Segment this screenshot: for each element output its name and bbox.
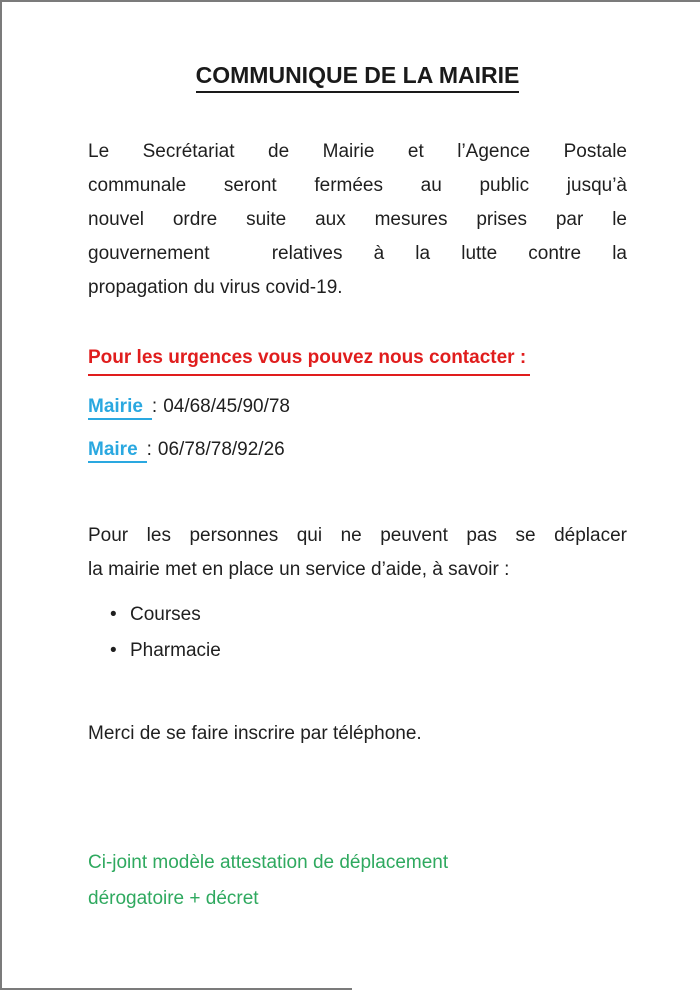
help-service-line: Pour les personnes qui ne peuvent pas se déplacer (88, 525, 627, 546)
register-note: Merci de se faire inscrire par téléphone. (88, 723, 422, 744)
intro-line: gouvernement relatives à la lutte contre la (88, 243, 627, 264)
contact-separator: : (151, 396, 158, 417)
contact-label-mairie: Mairie (88, 396, 152, 420)
contact-row-mairie (88, 390, 627, 424)
attachment-note (88, 845, 627, 917)
list-item-label: Pharmacie (130, 640, 221, 661)
help-service-list (88, 597, 627, 669)
contact-list (88, 390, 627, 467)
contact-row-maire (88, 433, 627, 467)
list-item-courses (88, 597, 627, 633)
scan-edge-top (0, 0, 700, 2)
intro-line: communale seront fermées au public jusqu’à (88, 175, 627, 196)
scan-edge-left (0, 0, 2, 990)
contact-separator: : (146, 439, 152, 460)
intro-paragraph (88, 135, 627, 305)
list-item-pharmacie (88, 633, 627, 669)
bullet-icon: • (110, 604, 117, 625)
intro-line: nouvel ordre suite aux mesures prises par le (88, 209, 627, 230)
intro-line: Le Secrétariat de Mairie et l’Agence Postale (88, 141, 627, 162)
attachment-note-line: dérogatoire + décret (88, 888, 259, 909)
attachment-note-line: Ci-joint modèle attestation de déplacement (88, 852, 449, 873)
help-service-line: la mairie met en place un service d’aide, à savoir : (88, 559, 510, 580)
help-service-paragraph (88, 519, 627, 587)
page-title: COMMUNIQUE DE LA MAIRIE (196, 62, 520, 93)
emergency-heading: Pour les urgences vous pouvez nous contacter : (88, 343, 530, 376)
emergency-heading-row (88, 343, 627, 376)
contact-label-maire: Maire (88, 439, 147, 463)
intro-line: propagation du virus covid-19. (88, 277, 343, 298)
bullet-icon: • (110, 640, 117, 661)
contact-number-mairie: 04/68/45/90/78 (163, 396, 290, 417)
title-row (88, 62, 627, 93)
list-item-label: Courses (130, 604, 201, 625)
contact-number-maire: 06/78/78/92/26 (157, 439, 285, 460)
